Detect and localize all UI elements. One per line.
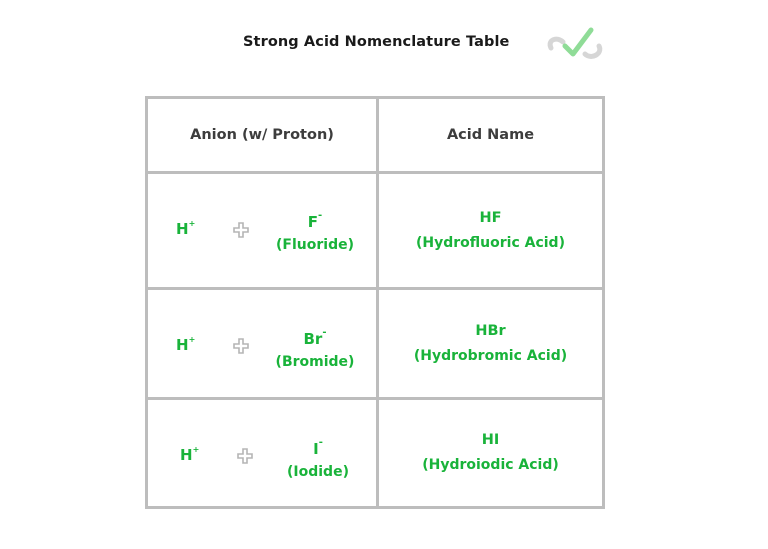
checkmark-logo-icon: [545, 24, 605, 62]
proton: H+: [180, 445, 200, 464]
plus-icon: [233, 338, 249, 354]
proton: H+: [176, 335, 196, 354]
anion: Br- (Bromide): [275, 327, 355, 370]
proton: H+: [176, 219, 196, 238]
page-title: Strong Acid Nomenclature Table: [243, 34, 510, 50]
header-anion: Anion (w/ Proton): [190, 127, 334, 143]
anion: I- (Iodide): [287, 437, 349, 480]
nomenclature-table: [145, 96, 605, 509]
plus-icon: [233, 222, 249, 238]
header-acid-name: Acid Name: [446, 127, 535, 143]
acid-name-cell: HBr (Hydrobromic Acid): [413, 322, 568, 364]
acid-name-cell: HF (Hydrofluoric Acid): [416, 209, 565, 251]
anion: F- (Fluoride): [276, 210, 354, 253]
acid-name-cell: HI (Hydroiodic Acid): [422, 432, 559, 473]
plus-icon: [237, 448, 253, 464]
